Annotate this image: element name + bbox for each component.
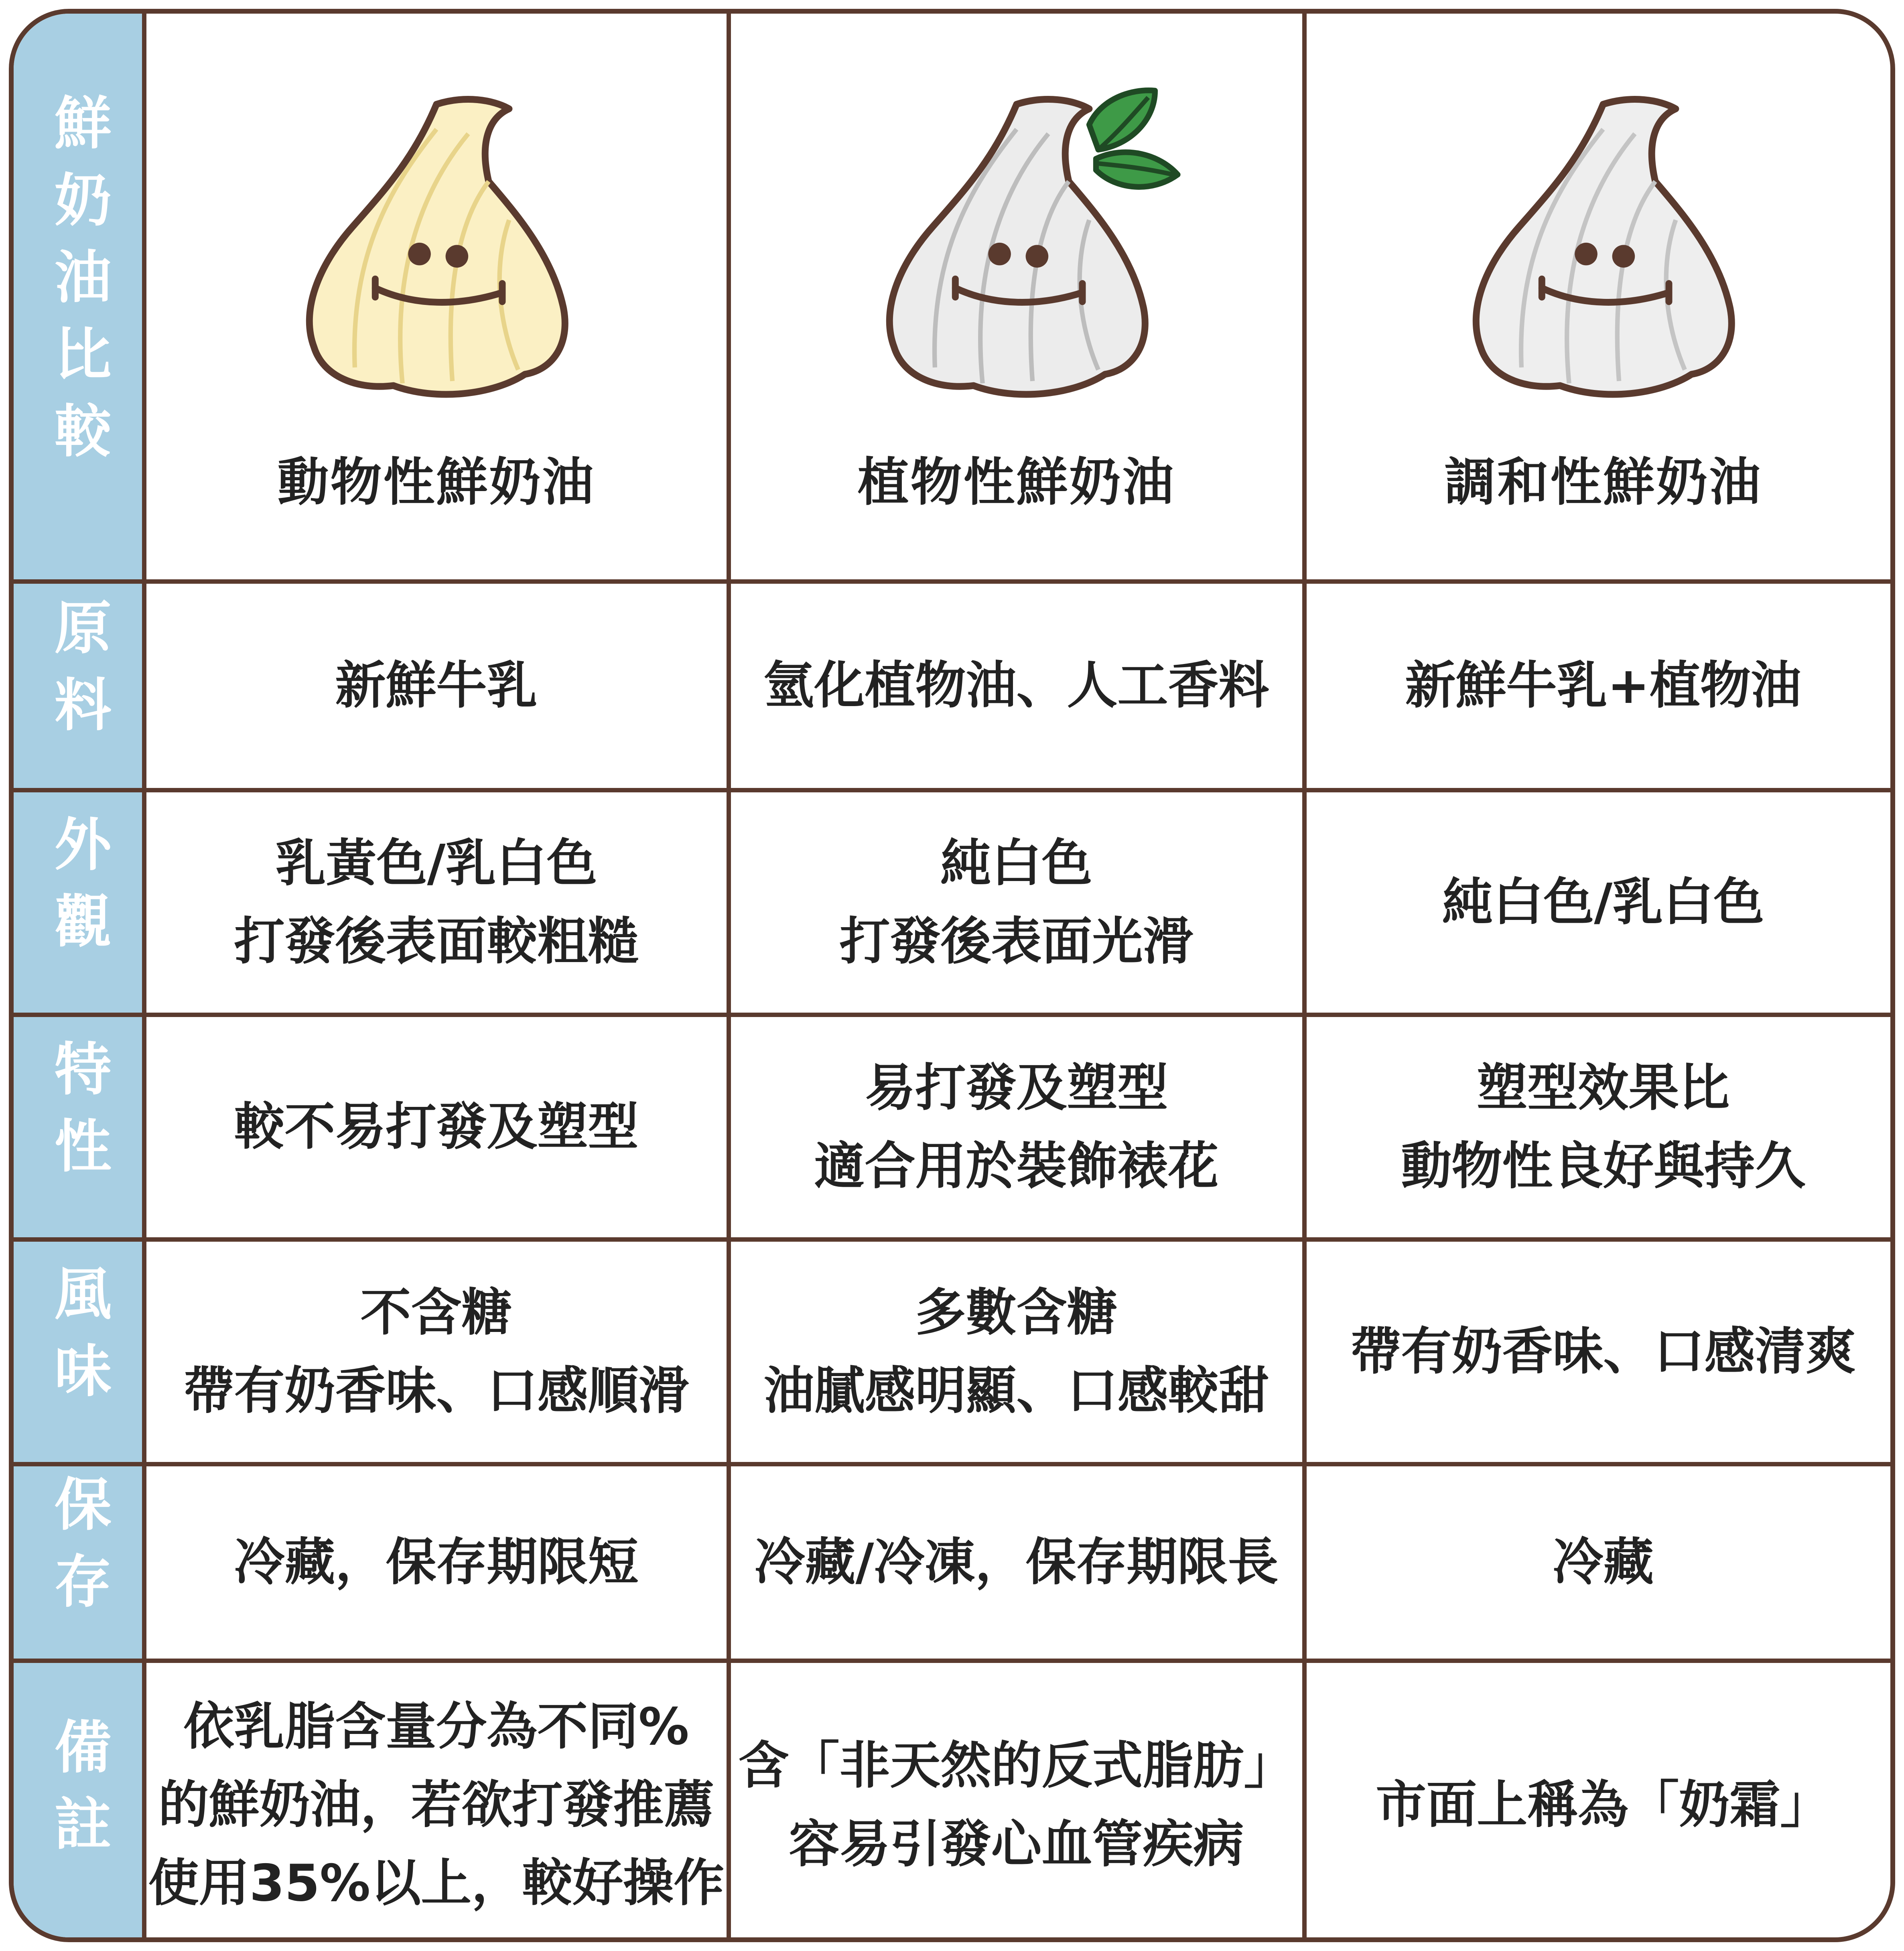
cell-plant: [729, 1464, 1304, 1661]
column-title-animal: 動物性鮮奶油: [277, 453, 595, 512]
row-label-cell: [14, 1661, 144, 1942]
column-header-blended: [1304, 14, 1895, 581]
cell-animal: [144, 790, 729, 1015]
row-characteristics: [14, 1015, 1895, 1239]
header-row: [14, 14, 1895, 581]
column-title-blended: 調和性鮮奶油: [1444, 453, 1762, 512]
row-ingredients: [14, 581, 1895, 790]
cell-line: 適合用於裝飾裱花: [814, 1137, 1219, 1196]
cell-line: 動物性良好與持久: [1401, 1137, 1806, 1196]
cell-line: 的鮮奶油，若欲打發推薦: [158, 1775, 715, 1835]
cell-animal: [144, 1239, 729, 1464]
cell-line: 含「非天然的反式脂肪」: [738, 1736, 1295, 1795]
cell-line: 市面上稱為「奶霜」: [1376, 1775, 1831, 1835]
row-label-cell: [14, 581, 144, 790]
cell-blended: [1304, 1661, 1895, 1942]
cell-line: 冷藏，保存期限短: [234, 1533, 639, 1592]
cream-mascot-plant-icon: [844, 84, 1189, 413]
cell-line: 易打發及塑型: [865, 1058, 1168, 1117]
cell-plant: [729, 581, 1304, 790]
cell-line: 新鮮牛乳: [335, 656, 538, 715]
row-label: 備註: [45, 1717, 111, 1871]
cell-line: 純白色/乳白色: [1442, 873, 1764, 932]
cell-line: 冷藏: [1553, 1533, 1654, 1592]
column-header-animal: [144, 14, 729, 581]
cell-line: 容易引發心血管疾病: [789, 1814, 1244, 1874]
cell-line: 氫化植物油、人工香料: [763, 656, 1269, 715]
side-header-cell: [14, 14, 144, 581]
cell-line: 帶有奶香味、口感清爽: [1350, 1322, 1856, 1381]
cell-plant: [729, 1239, 1304, 1464]
cell-line: 冷藏/冷凍，保存期限長: [754, 1533, 1279, 1592]
cell-line: 帶有奶香味、口感順滑: [183, 1361, 689, 1420]
cell-line: 打發後表面光滑: [839, 912, 1194, 971]
cell-line: 使用35%以上，較好操作: [148, 1854, 725, 1913]
comparison-table-frame: [9, 9, 1895, 1942]
row-label-cell: [14, 1015, 144, 1239]
table-title: 鮮奶油比較: [45, 93, 111, 478]
cell-line: 乳黃色/乳白色: [275, 833, 597, 893]
cell-line: 較不易打發及塑型: [234, 1097, 639, 1157]
cream-comparison-table: [14, 14, 1895, 1942]
column-header-plant: [729, 14, 1304, 581]
cell-line: 不含糖: [360, 1283, 512, 1342]
row-label: 風味: [45, 1263, 111, 1418]
row-storage: [14, 1464, 1895, 1661]
row-appearance: [14, 790, 1895, 1015]
row-notes: [14, 1661, 1895, 1942]
row-label-cell: [14, 1464, 144, 1661]
column-title-plant: 植物性鮮奶油: [857, 453, 1175, 512]
cell-blended: [1304, 790, 1895, 1015]
cream-mascot-animal-icon: [264, 84, 609, 413]
cell-plant: [729, 1661, 1304, 1942]
cell-line: 打發後表面較粗糙: [234, 912, 639, 971]
cell-line: 依乳脂含量分為不同%: [183, 1697, 689, 1756]
cell-animal: [144, 1464, 729, 1661]
cell-blended: [1304, 1464, 1895, 1661]
cell-animal: [144, 581, 729, 790]
cell-blended: [1304, 581, 1895, 790]
cell-plant: [729, 1015, 1304, 1239]
cell-animal: [144, 1015, 729, 1239]
cell-animal: [144, 1661, 729, 1942]
row-label-cell: [14, 1239, 144, 1464]
cell-line: 油膩感明顯、口感較甜: [763, 1361, 1269, 1420]
cell-line: 新鮮牛乳+植物油: [1405, 656, 1802, 715]
cell-line: 純白色: [940, 833, 1092, 893]
cell-blended: [1304, 1015, 1895, 1239]
cell-line: 塑型效果比: [1477, 1058, 1730, 1117]
row-label: 原料: [45, 597, 111, 752]
row-label: 保存: [45, 1474, 111, 1628]
row-label-cell: [14, 790, 144, 1015]
row-label: 特性: [45, 1039, 111, 1193]
cell-blended: [1304, 1239, 1895, 1464]
row-flavor: [14, 1239, 1895, 1464]
cell-line: 多數含糖: [915, 1283, 1118, 1342]
row-label: 外觀: [45, 814, 111, 968]
cell-plant: [729, 790, 1304, 1015]
cream-mascot-blended-icon: [1431, 84, 1776, 413]
